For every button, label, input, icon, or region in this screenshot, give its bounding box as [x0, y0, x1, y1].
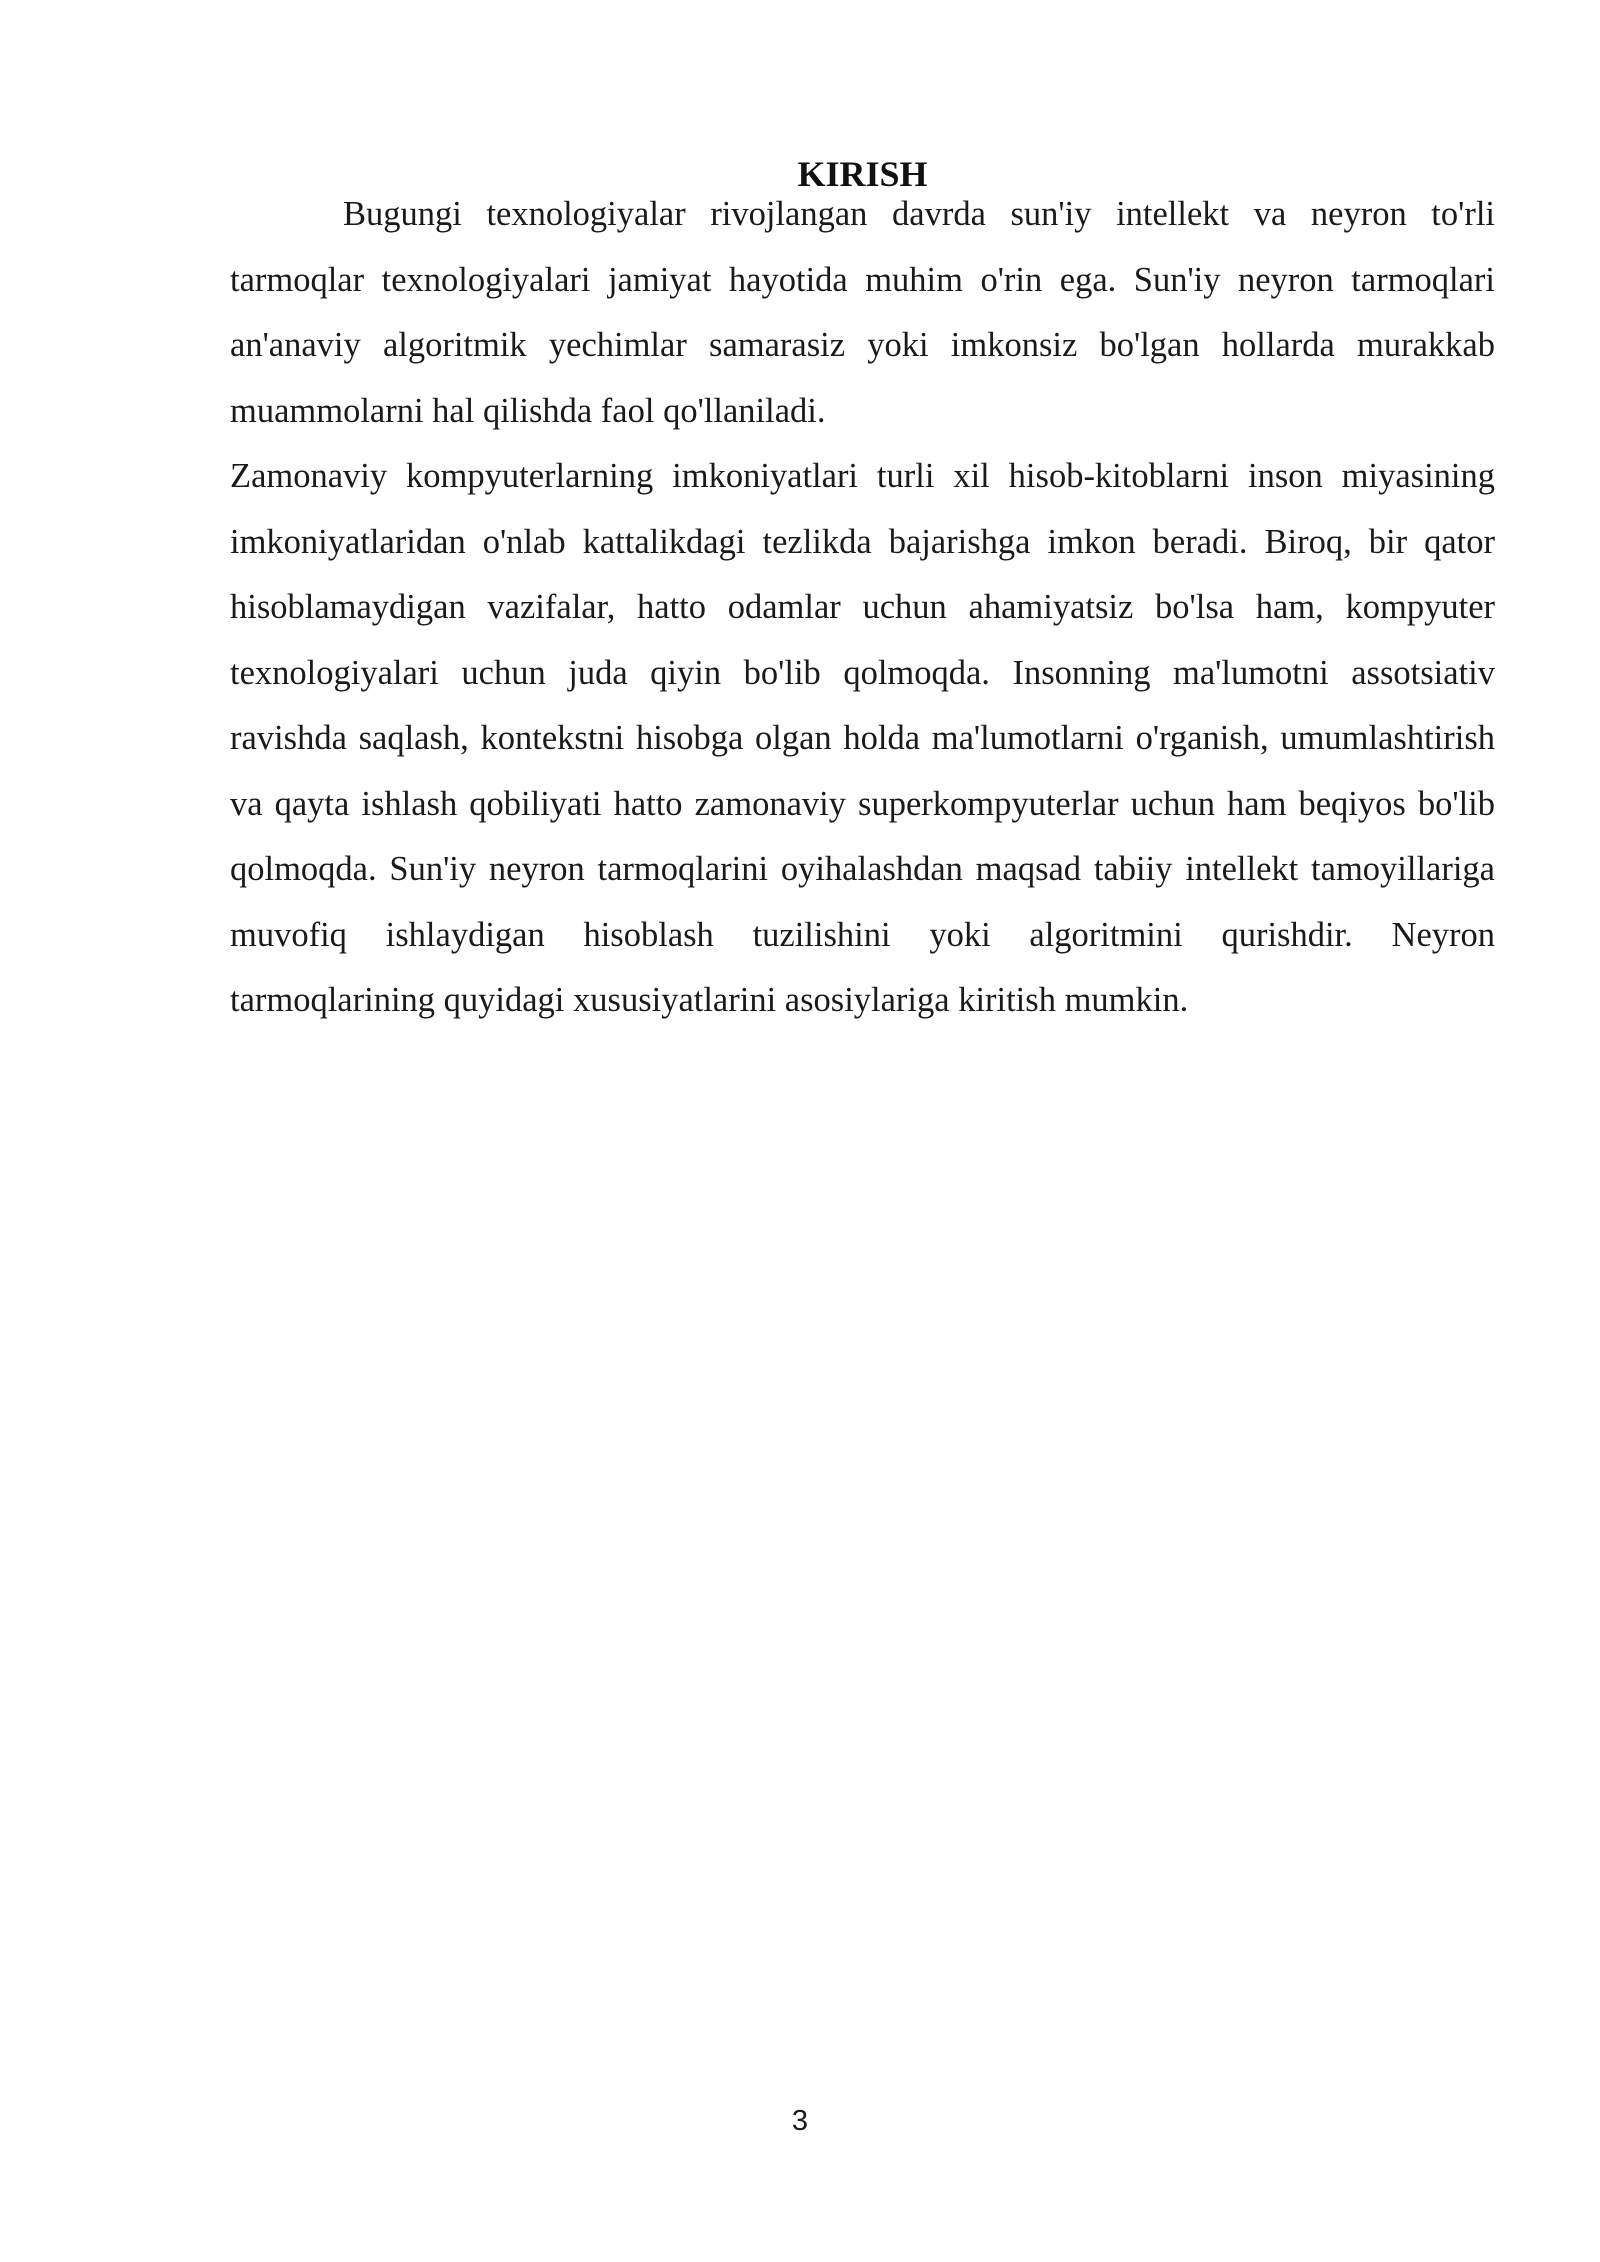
paragraph-body: Zamonaviy kompyuterlarning imkoniyatlari turli xil hisob-kitoblarni inson miyasining imkoniyatlaridan o'nlab kattalikdagi tezlikda bajarishga imkon beradi. Biroq, bir qator hisoblamaydigan vazifalar, hatto odamlar uchun ahamiyatsiz bo'lsa ham, kompyuter texnologiyalari uchun juda qiyin bo'lib qolmoqda. Insonning ma'lumotni assotsiativ ravishda saqlash, kontekstni hisobga olgan holda ma'lumotlarni o'rganish, umumlashtirish va qayta ishlash qobiliyati hatto zamonaviy superkompyuterlar uchun ham beqiyos bo'lib qolmoqda. Sun'iy neyron tarmoqlarini oyihalashdan maqsad tabiiy intellekt tamoyillariga muvofiq ishlaydigan hisoblash tuzilishini yoki algoritmini qurishdir. Neyron tarmoqlarining quyidagi xususiyatlarini asosiylariga kiritish mumkin.: [230, 457, 1495, 1019]
page-content: [230, 152, 1495, 1034]
page-number: 3: [791, 2105, 809, 2137]
section-title: KIRISH: [797, 154, 928, 194]
paragraph-intro: Bugungi texnologiyalar rivojlangan davrda sun'iy intellekt va neyron to'rli tarmoqlar texnologiyalari jamiyat hayotida muhim o'rin ega. Sun'iy neyron tarmoqlari an'anaviy algoritmik yechimlar samarasiz yoki imkonsiz bo'lgan hollarda murakkab muammolarni hal qilishda faol qo'llaniladi.: [230, 195, 1495, 430]
